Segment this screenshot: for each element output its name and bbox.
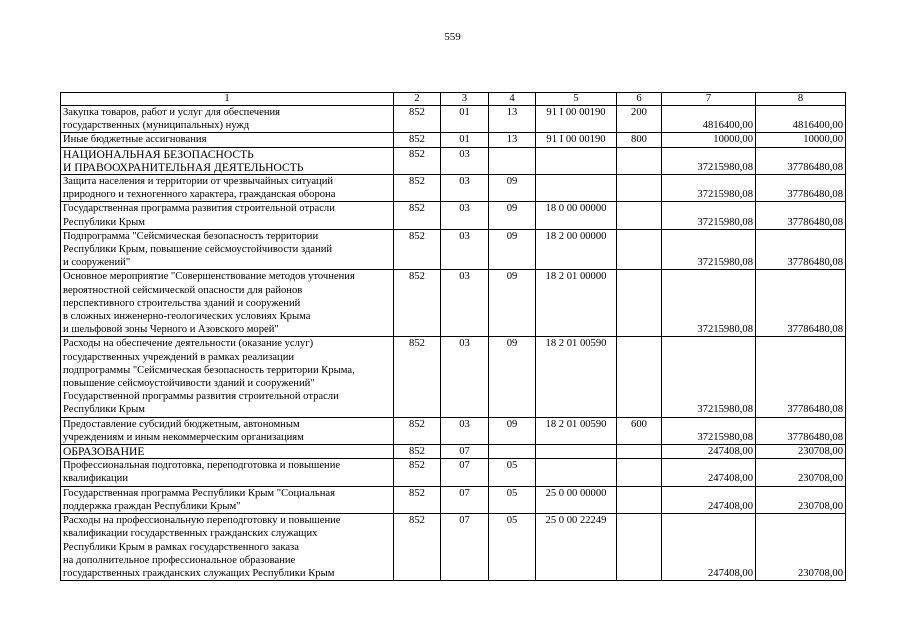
amount-year-2: 37786480,08	[756, 229, 846, 270]
column-header: 8	[756, 93, 846, 106]
target-article-code: 25 0 00 22249	[536, 514, 617, 581]
kvsr-code: 852	[394, 514, 441, 581]
kvsr-code: 852	[394, 229, 441, 270]
row-name: НАЦИОНАЛЬНАЯ БЕЗОПАСНОСТЬ И ПРАВООХРАНИТЕЛЬНАЯ ДЕЯТЕЛЬНОСТЬ	[61, 147, 394, 174]
section-code: 01	[441, 106, 489, 133]
expense-type-code	[617, 202, 662, 229]
row-name: Защита населения и территории от чрезвычайных ситуаций природного и техногенного характера, гражданская оборона	[61, 175, 394, 202]
expense-type-code	[617, 514, 662, 581]
section-code: 03	[441, 337, 489, 417]
table-row	[61, 445, 846, 459]
table-row	[61, 202, 846, 229]
subsection-code: 13	[489, 106, 536, 133]
amount-year-1: 247408,00	[662, 445, 756, 459]
kvsr-code: 852	[394, 459, 441, 486]
section-code: 03	[441, 417, 489, 444]
table-row	[61, 337, 846, 417]
row-name: ОБРАЗОВАНИЕ	[61, 445, 394, 459]
table-row	[61, 270, 846, 337]
kvsr-code: 852	[394, 147, 441, 174]
amount-year-2: 37786480,08	[756, 175, 846, 202]
kvsr-code: 852	[394, 106, 441, 133]
row-name: Иные бюджетные ассигнования	[61, 133, 394, 147]
row-name: Основное мероприятие "Совершенствование методов уточнения вероятностной сейсмической опасности для районов перспективного строительства зданий и сооружений в сложных инженерно-геологических условиях Крыма и шельфовой зоны Черного и Азовского морей"	[61, 270, 394, 337]
column-header: 7	[662, 93, 756, 106]
budget-table	[60, 92, 846, 581]
subsection-code	[489, 445, 536, 459]
column-header: 2	[394, 93, 441, 106]
section-code: 07	[441, 459, 489, 486]
amount-year-1: 247408,00	[662, 459, 756, 486]
amount-year-1: 247408,00	[662, 486, 756, 513]
target-article-code: 91 I 00 00190	[536, 133, 617, 147]
section-code: 07	[441, 486, 489, 513]
row-name: Закупка товаров, работ и услуг для обеспечения государственных (муниципальных) нужд	[61, 106, 394, 133]
column-header: 6	[617, 93, 662, 106]
target-article-code	[536, 459, 617, 486]
target-article-code: 18 2 00 00000	[536, 229, 617, 270]
amount-year-2: 37786480,08	[756, 337, 846, 417]
target-article-code: 18 2 01 00590	[536, 417, 617, 444]
expense-type-code	[617, 175, 662, 202]
expense-type-code	[617, 459, 662, 486]
amount-year-1: 37215980,08	[662, 147, 756, 174]
amount-year-1: 247408,00	[662, 514, 756, 581]
kvsr-code: 852	[394, 445, 441, 459]
expense-type-code: 800	[617, 133, 662, 147]
section-code: 03	[441, 147, 489, 174]
row-name: Подпрограмма "Сейсмическая безопасность территории Республики Крым, повышение сейсмоустойчивости зданий и сооружений"	[61, 229, 394, 270]
section-code: 03	[441, 229, 489, 270]
table-row	[61, 417, 846, 444]
amount-year-1: 37215980,08	[662, 229, 756, 270]
amount-year-1: 37215980,08	[662, 417, 756, 444]
target-article-code: 18 2 01 00590	[536, 337, 617, 417]
amount-year-2: 10000,00	[756, 133, 846, 147]
section-code: 01	[441, 133, 489, 147]
subsection-code	[489, 147, 536, 174]
kvsr-code: 852	[394, 337, 441, 417]
subsection-code: 09	[489, 202, 536, 229]
amount-year-1: 37215980,08	[662, 337, 756, 417]
target-article-code	[536, 445, 617, 459]
row-name: Расходы на обеспечение деятельности (оказание услуг) государственных учреждений в рамках реализации подпрограммы "Сейсмическая безопасность территории Крыма, повышение сейсмоустойчивости зданий и сооружений" Государственной программы развития строительной отрасли Республики Крым	[61, 337, 394, 417]
subsection-code: 09	[489, 175, 536, 202]
expense-type-code	[617, 337, 662, 417]
table-row	[61, 106, 846, 133]
kvsr-code: 852	[394, 133, 441, 147]
target-article-code: 18 0 00 00000	[536, 202, 617, 229]
amount-year-1: 37215980,08	[662, 270, 756, 337]
amount-year-2: 37786480,08	[756, 417, 846, 444]
target-article-code	[536, 175, 617, 202]
table-row	[61, 514, 846, 581]
target-article-code	[536, 147, 617, 174]
table-row	[61, 486, 846, 513]
row-name: Расходы на профессиональную переподготовку и повышение квалификации государственных гражданских служащих Республики Крым в рамках государственного заказа на дополнительное профессиональное образование государственных гражданских служащих Республики Крым	[61, 514, 394, 581]
amount-year-2: 230708,00	[756, 445, 846, 459]
section-code: 03	[441, 270, 489, 337]
target-article-code: 91 I 00 00190	[536, 106, 617, 133]
table-row	[61, 133, 846, 147]
column-header: 1	[61, 93, 394, 106]
kvsr-code: 852	[394, 417, 441, 444]
row-name: Государственная программа Республики Крым "Социальная поддержка граждан Республики Крым"	[61, 486, 394, 513]
amount-year-1: 37215980,08	[662, 175, 756, 202]
expense-type-code	[617, 229, 662, 270]
subsection-code: 05	[489, 459, 536, 486]
kvsr-code: 852	[394, 202, 441, 229]
amount-year-2: 230708,00	[756, 514, 846, 581]
section-code: 03	[441, 202, 489, 229]
section-code: 03	[441, 175, 489, 202]
amount-year-1: 4816400,00	[662, 106, 756, 133]
target-article-code: 25 0 00 00000	[536, 486, 617, 513]
subsection-code: 05	[489, 514, 536, 581]
expense-type-code: 600	[617, 417, 662, 444]
amount-year-2: 4816400,00	[756, 106, 846, 133]
table-row	[61, 175, 846, 202]
amount-year-2: 37786480,08	[756, 147, 846, 174]
amount-year-2: 37786480,08	[756, 270, 846, 337]
table-row	[61, 147, 846, 174]
expense-type-code	[617, 486, 662, 513]
amount-year-2: 230708,00	[756, 459, 846, 486]
amount-year-2: 37786480,08	[756, 202, 846, 229]
subsection-code: 13	[489, 133, 536, 147]
column-header: 5	[536, 93, 617, 106]
expense-type-code: 200	[617, 106, 662, 133]
amount-year-1: 37215980,08	[662, 202, 756, 229]
amount-year-2: 230708,00	[756, 486, 846, 513]
table-row	[61, 459, 846, 486]
subsection-code: 09	[489, 337, 536, 417]
row-name: Профессиональная подготовка, переподготовка и повышение квалификации	[61, 459, 394, 486]
table-header-row	[61, 93, 846, 106]
row-name: Государственная программа развития строительной отрасли Республики Крым	[61, 202, 394, 229]
row-name: Предоставление субсидий бюджетным, автономным учреждениям и иным некоммерческим организациям	[61, 417, 394, 444]
kvsr-code: 852	[394, 270, 441, 337]
column-header: 4	[489, 93, 536, 106]
subsection-code: 09	[489, 229, 536, 270]
target-article-code: 18 2 01 00000	[536, 270, 617, 337]
expense-type-code	[617, 445, 662, 459]
expense-type-code	[617, 147, 662, 174]
table-row	[61, 229, 846, 270]
kvsr-code: 852	[394, 175, 441, 202]
section-code: 07	[441, 514, 489, 581]
subsection-code: 09	[489, 270, 536, 337]
column-header: 3	[441, 93, 489, 106]
subsection-code: 09	[489, 417, 536, 444]
expense-type-code	[617, 270, 662, 337]
section-code: 07	[441, 445, 489, 459]
kvsr-code: 852	[394, 486, 441, 513]
page-number: 559	[444, 31, 461, 43]
subsection-code: 05	[489, 486, 536, 513]
amount-year-1: 10000,00	[662, 133, 756, 147]
